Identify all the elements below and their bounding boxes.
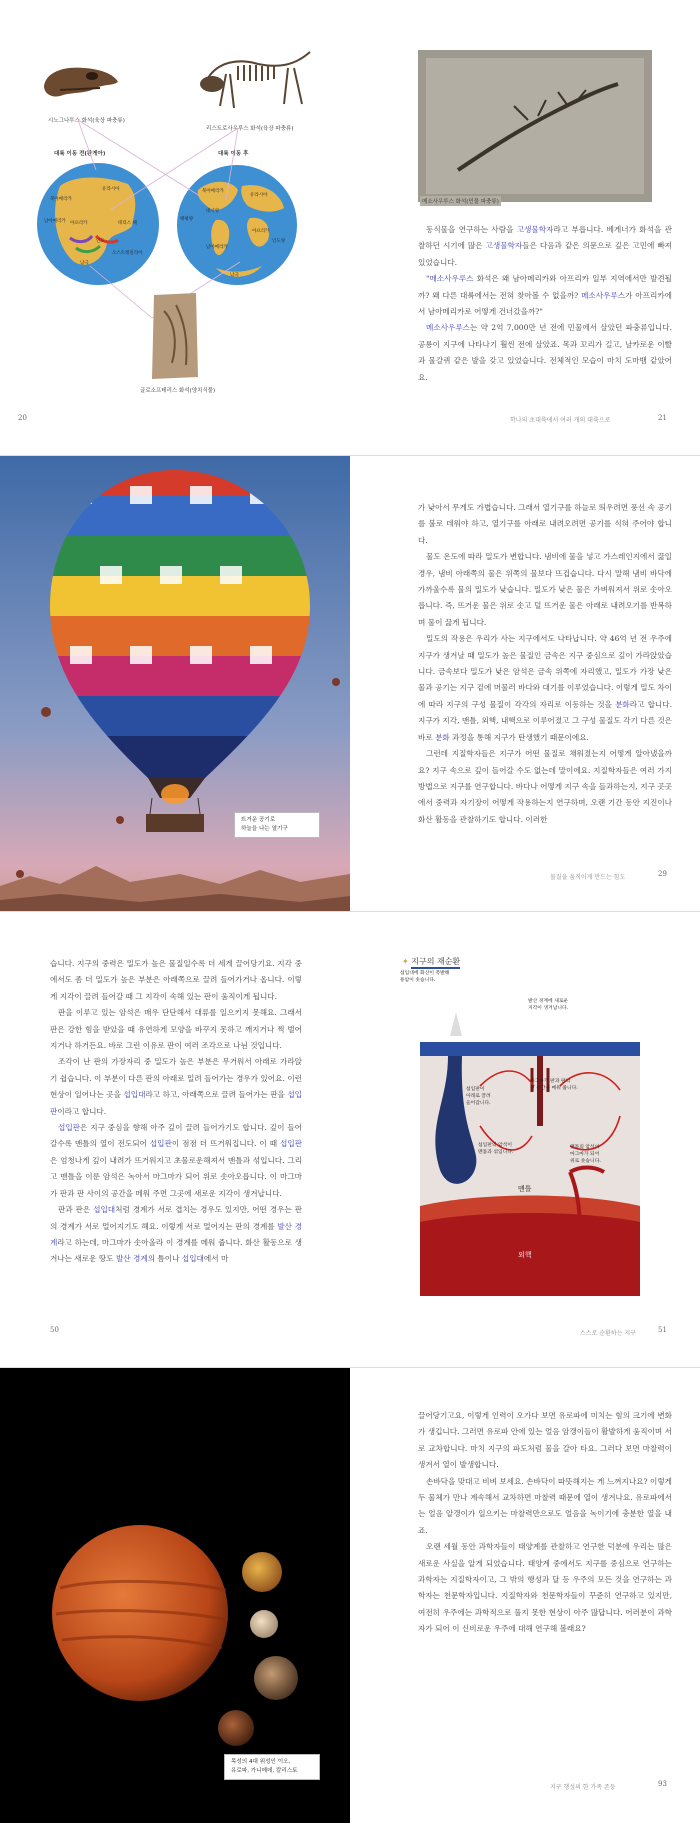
balloon-photo	[0, 456, 350, 911]
spread-fossils	[0, 0, 700, 456]
page-50	[0, 912, 350, 1367]
folio-50: 50	[50, 1326, 59, 1334]
folio-20: 20	[18, 414, 27, 422]
para: 가 낮아서 무게도 가볍습니다. 그래서 열기구를 하늘로 띄우려면 풍선 속 공기를 불로 데워야 하고, 열기구를 아래로 내려오려면 공기를 식혀 주어야 합니다.	[418, 503, 672, 545]
para: 습니다. 지구의 중력은 밀도가 높은 물질일수록 더 세게 끌어당기요. 지각 중에서도 좀 더 밀도가 높은 부분은 아래쪽으로 끌려 들어가거나 옵니다. 이렇게 지각이 끌려 들어갈 때 그 지각이 속해 있는 판이 움직이게 됩니다.	[50, 959, 302, 1001]
label-core: 외핵	[518, 1251, 532, 1259]
moons-caption: 목성의 4대 위성인 이오, 유로파, 가니메데, 칼리스토	[224, 1754, 320, 1780]
body-text-50	[50, 956, 302, 1268]
label-low-right: 맨틀의 암석이 마그마가 되어 위로 솟습니다.	[570, 1145, 601, 1164]
skeleton-caption: 리스트로사우루스 화석(육상 파충류)	[206, 126, 294, 132]
para: 판을 이루고 있는 암석은 매우 단단해서 대류를 일으키지 못해요. 그래서 판은 강한 힘을 받았을 때 유연하게 모양을 바꾸지 못하고 깨지거나 쩍 벌어지거나 하거든요. 바로 그런 이유로 판이 여러 조각으로 나뉜 것입니다.	[50, 1008, 302, 1051]
sparkle-icon: ✦	[402, 957, 409, 966]
page-51	[350, 912, 700, 1367]
mesosaurus-caption: 메소사우루스 화석(민물 파충류)	[420, 196, 501, 206]
globe-after-labels: 북아메리카 유라시아 대서양 태평양 아프리카 인도양 남아메리카 남극	[180, 189, 286, 278]
para: 조각이 난 판의 가장자리 중 밀도가 높은 부분은 무거워서 아래로 가라앉기 쉽습니다. 이 부분이 다른 판의 아래로 밀려 들어가는 경우가 있어요. 이런 현상이 일어나는 곳을 섭입대라고 하고, 아래쪽으로 끌려 들어가는 판을 섭입판이라고 합니다.	[50, 1057, 303, 1116]
label-top-right: 발산 경계에 새로운 지각이 생겨납니다.	[528, 999, 569, 1011]
para: 그런데 지질학자들은 지구가 어떤 물질로 채워졌는지 어떻게 알아냈을까요? 지구 속으로 깊이 들어갈 수도 없는데 말이에요. 지질학자들은 여러 가지 방법으로 지구를 연구합니다. 바다나 어떻게 지구 속을 들과하는지, 지구 곳곳에서 중력과 자기장이 어떻게 작용하는지 연구하며, 오랜 기간 동안 지진이나 화산 활동을 관찰하기도 합니다. 이러한	[418, 749, 672, 824]
diagram-title: ✦ 지구의 재순환	[402, 956, 460, 967]
running-head: 학나의 초대륙에서 여러 개의 대륙으로	[510, 417, 611, 424]
skull-caption: 시노그나투스 화석(육상 파충류)	[48, 118, 125, 124]
body-text-21	[418, 222, 672, 386]
label-low-left: 섭입판의 암석이 맨틀과 섞입니다.	[478, 1143, 514, 1155]
folio-93: 93	[658, 1780, 667, 1788]
label-mantle: 맨틀	[518, 1185, 532, 1193]
para: 판과 판은 섭입대처럼 경계가 서로 겹치는 경우도 있지만, 어떤 경우는 판의 경계가 서로 멀어지기도 해요. 이렇게 서로 멀어지는 판의 경계를 발산 경계라고 하는데, 마그마가 솟아올라 이 경계를 메워 줍니다. 화산 활동으로 생겨나는 새로운 땅도 발산 경계의 틈이나 섭입대에서 마	[50, 1205, 303, 1264]
running-head: 스스로 순환하는 지구	[580, 1330, 636, 1337]
running-head: 물질을 움직이게 만드는 힘도	[550, 874, 626, 881]
para: "메소사우루스 화석은 왜 남아메리카와 아프리카 일부 지역에서만 발견될까? 왜 다른 대륙에서는 전혀 찾아볼 수 없을까? 메소사우루스가 아프리카에서 남아메리카로 어떻게 건너갔을까?"	[418, 274, 672, 317]
page-29	[350, 456, 700, 911]
para: 오랜 세월 동안 과학자들이 태양계를 관찰하고 연구한 덕분에 우리는 많은 새로운 사실을 알게 되었습니다. 태양계 중에서도 지구를 중심으로 연구하는 과학자는 지질학자이고, 그 밖의 행성과 달 등 우주의 모든 것을 연구하는 과학자는 천문학자입니다. 지질학자와 천문학자들이 꾸준히 연구하고 있지만, 여전히 우주에는 과학적으로 풀지 못한 현상이 아주 많답니다. 어러분이 과학자가 되어 이 신비로운 우주에 대해 연구해 볼래요?	[418, 1542, 672, 1634]
label-top-left: 섭입대에 화산이 폭발해 용암이 솟습니다.	[400, 971, 450, 983]
page-92	[0, 1368, 350, 1823]
label-mid-left: 섭입판이 아래로 끌려 들어갑니다.	[466, 1087, 491, 1106]
spread-balloon	[0, 456, 700, 912]
body-text-29	[418, 500, 672, 828]
para: 섭입판은 지구 중심을 향해 아주 깊이 끌려 들어가기도 합니다. 깊이 들어갈수록 맨틀의 열이 전도되어 섭입판이 점점 더 뜨거워집니다. 이 때 섭입판은 엄청나게 깊이 내려가 뜨거워지고 초물로운해져서 맨틀과 섞입니다. 그리고 맨틀을 이룬 암석은 녹아서 마그마가 되어 위로 솟아오릅니다. 이 마그마가 판과 판 사이의 공간을 메워 주면 그곳에 새로운 지각이 생겨납니다.	[50, 1123, 302, 1198]
spread-recycling	[0, 912, 700, 1368]
page-28	[0, 456, 350, 911]
para: 동식물을 연구하는 사람을 고생물학자라고 부릅니다. 베게너가 화석을 관찰하던 시기에 많은 고생물학자들은 다음과 같은 의문으로 깊은 고민에 빠져 있었습니다.	[418, 225, 672, 267]
body-text-93	[418, 1408, 672, 1638]
after-caption: 대륙 이동 후	[218, 151, 249, 157]
before-caption: 대륙 이동 전(판게아)	[54, 151, 106, 157]
label-mid-right: 마그마가 판과 판의 빈 공간을 메워 줍니다.	[530, 1079, 578, 1091]
spread-jupiter	[0, 1368, 700, 1823]
glossopteris-fossil-image	[148, 291, 200, 381]
folio-51: 51	[658, 1326, 667, 1334]
folio-21: 21	[658, 414, 667, 422]
folio-29: 29	[658, 870, 667, 878]
running-head: 지구 행성의 한 가족 존둥	[550, 1784, 616, 1791]
para: 끌어당기고요, 이렇게 인력이 오가다 보면 유로파에 미치는 힘의 크기에 변화가 생깁니다. 그러면 유로파 안에 있는 얼음 암갱이들이 활발하게 움직이며 서로 교차합니다. 마치 지구의 파도처럼 물을 갈아 타요. 그러다 보면 마찰력이 생겨서 열이 발생합니다.	[418, 1411, 672, 1470]
para: 물도 온도에 따라 밀도가 변합니다. 냄비에 물을 넣고 가스레인지에서 끓일 경우, 냄비 아래쪽의 물은 위쪽의 물보다 뜨겁습니다. 다시 말해 냄비 바닥에 가까울수록 물의 밀도가 낮습니다. 밀도가 낮은 물은 가벼워져서 위로 솟아오릅니다. 즉, 뜨거운 물은 위로 솟고 덜 뜨거운 물은 아래로 내려오기를 반복하며 물이 끓게 됩니다.	[418, 552, 672, 627]
para: 손바닥을 맞대고 비벼 보세요. 손바닥이 따뜻해지는 게 느껴지나요? 이렇게 두 물체가 만나 계속해서 교차하면 마찰력 때문에 열이 생겨나요. 유로파에서는 얼음 알갱이가 일으키는 마찰력만으로도 얼음을 녹이기에 충분한 열을 내죠.	[418, 1476, 672, 1535]
mesosaurus-fossil-image	[418, 50, 652, 202]
para: 메소사우루스는 약 2억 7,000만 년 전에 민물에서 살았던 파충류입니다. 공룡이 지구에 나타나기 훨씬 전에 살았죠. 목과 꼬리가 길고, 날카로운 이빨과 물갈퀴 같은 발을 갖고 있었습니다. 전체적인 모습이 마치 도마뱀 같았어요.	[418, 323, 672, 382]
para: 밀도의 작용은 우리가 사는 지구에서도 나타납니다. 약 46억 년 전 우주에 지구가 생겨날 때 밀도가 높은 물질인 금속은 지구 중심으로 깊이 가라앉았습니다. 금속보다 밀도가 낮은 암석은 금속 위쪽에 자리했고, 밀도가 가장 낮은 물과 공기는 지구 겉에 머물러 바다와 대기를 이루었습니다. 이렇게 밀도 차이에 따라 지구의 구성 물질이 각각의 자리로 이동하는 것을 분화라고 합니다. 지구가 지각, 맨틀, 외핵, 내핵으로 이루어졌고 그 구성 물질도 각기 다른 것은 바로 분화 과정을 통해 지구가 탄생했기 때문이에요.	[418, 634, 672, 742]
page-21	[350, 0, 700, 455]
diagram-labels	[400, 971, 640, 1296]
balloon-caption: 뜨거운 공기로 하늘을 나는 열기구	[234, 812, 320, 838]
page-93	[350, 1368, 700, 1823]
page-20	[0, 0, 350, 455]
glossopteris-caption: 글로소프테리스 화석(양치식물)	[140, 388, 216, 394]
globe-before-labels: 유라시아 북아메리카 남아메리카 아프리카 테티스 해 인도 남극 오스트레일리아	[44, 187, 143, 266]
